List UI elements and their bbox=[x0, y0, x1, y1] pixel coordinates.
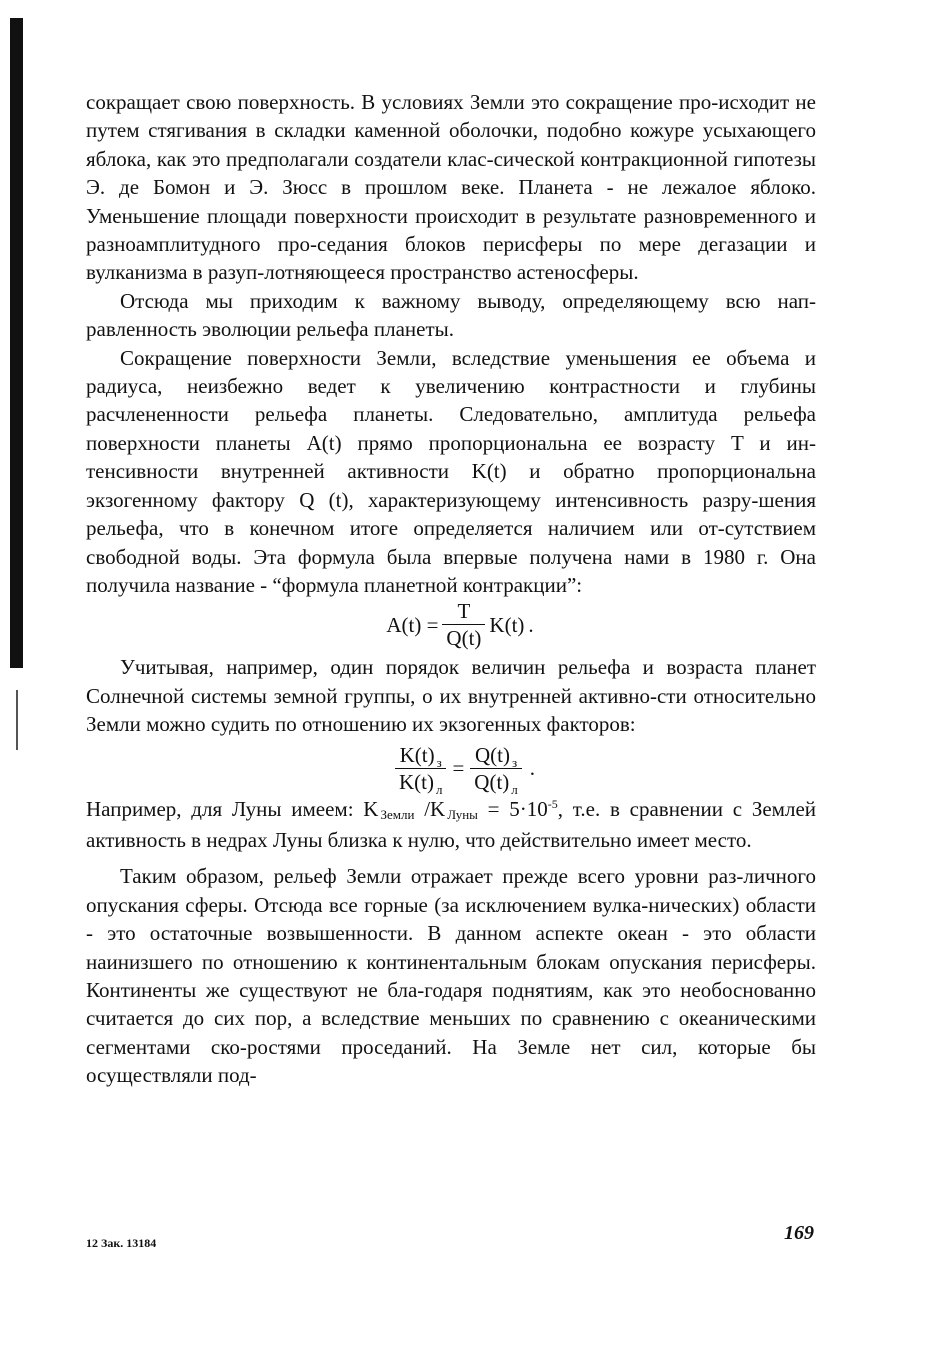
formula2-left-denominator: K(t) $_л$ bbox=[395, 768, 447, 793]
formula-activity-ratio bbox=[86, 742, 816, 797]
paragraph-3: Сокращение поверхности Земли, вследствие уменьшения ее объема и радиуса, неизбежно ведет к увеличению контрастности и глубины расчлененности рельефа планеты. Следовательно, амплитуда рельефа поверхности планеты A(t) прямо пропорциональна ее возрасту T и ин-тенсивности внутренней активности K(t) и обратно пропорциональна экзогенному фактору Q (t), характеризующему интенсивность разру-шения рельефа, что в конечном итоге определяется наличием или от-сутствием свободной воды. Эта формула была впервые получена нами в 1980 г. Она получила название - “формула планетной контракции”: bbox=[86, 345, 816, 597]
printer-signature: 12 Зак. 13184 bbox=[86, 1236, 157, 1250]
formula2-right-denominator: Q(t) $_л$ bbox=[470, 768, 522, 793]
formula1-denominator: Q(t) bbox=[442, 624, 485, 649]
formula2-right-numerator: Q(t) $_з$ bbox=[474, 742, 518, 770]
paragraph-example: Например, для Луны имеем: K Земли /K Луны = $5\cdot 10^{-5}$, т.е. в сравнении с Землей активность в недрах Луны близка к нулю, что действительно имеет место. bbox=[86, 796, 816, 852]
page-footer bbox=[86, 1222, 816, 1252]
scan-edge-line bbox=[16, 690, 18, 750]
paragraph-4: Учитывая, например, один порядок величин рельефа и возраста планет Солнечной системы земной группы, о их внутренней активно-сти относительно Земли можно судить по отношению их экзогенных факторов: bbox=[86, 655, 816, 737]
paragraph-5: Таким образом, рельеф Земли отражает прежде всего уровни раз-личного опускания сферы. Отсюда все горные (за исключением вулка-нических) области - это остаточные возвышенности. В данном аспекте океан - это области наинизшего по отношению к континентальным блокам опускания перисферы. Континенты же существуют не бла-годаря поднятиям, как это необоснованно считается до сих пор, а вследствие меньших по сравнению с океаническими сегментами ско-ростями проседаний. На Земле нет сил, которые бы осуществляли под- bbox=[86, 864, 816, 1088]
formula1-rhs: K(t) bbox=[489, 612, 525, 637]
paragraph-2: Отсюда мы приходим к важному выводу, определяющему всю нап-равленность эволюции рельефа планеты. bbox=[86, 288, 816, 342]
formula2-right-fraction bbox=[470, 742, 522, 797]
formula-planetary-contraction bbox=[86, 601, 816, 649]
formula2-left-fraction bbox=[395, 742, 447, 797]
page-number: 169 bbox=[784, 1222, 814, 1244]
page-body bbox=[86, 88, 816, 1090]
formula1-numerator: T bbox=[457, 599, 471, 624]
formula1-end: . bbox=[528, 612, 534, 637]
paragraph-1: сокращает свою поверхность. В условиях Земли это сокращение про-исходит не путем стягивания в складки каменной оболочки, подобно кожуре усыхающего яблока, как это предполагали создатели клас-сической контракционной гипотезы Э. де Бомон и Э. Зюсс в прошлом веке. Планета - не лежалое яблоко. Уменьшение площади поверхности происходит в результате разновременного и разноамплитудного про-седания блоков перисферы по мере дегазации и вулканизма в разуп-лотняющееся пространство астеносферы. bbox=[86, 90, 816, 285]
scan-edge-bar bbox=[10, 18, 23, 668]
formula2-left-numerator: K(t) $_з$ bbox=[399, 742, 442, 770]
formula1-fraction bbox=[442, 601, 485, 649]
formula1-lhs: A(t) = bbox=[386, 612, 439, 637]
formula2-end: . bbox=[529, 756, 536, 781]
formula2-equals: = bbox=[452, 756, 465, 781]
